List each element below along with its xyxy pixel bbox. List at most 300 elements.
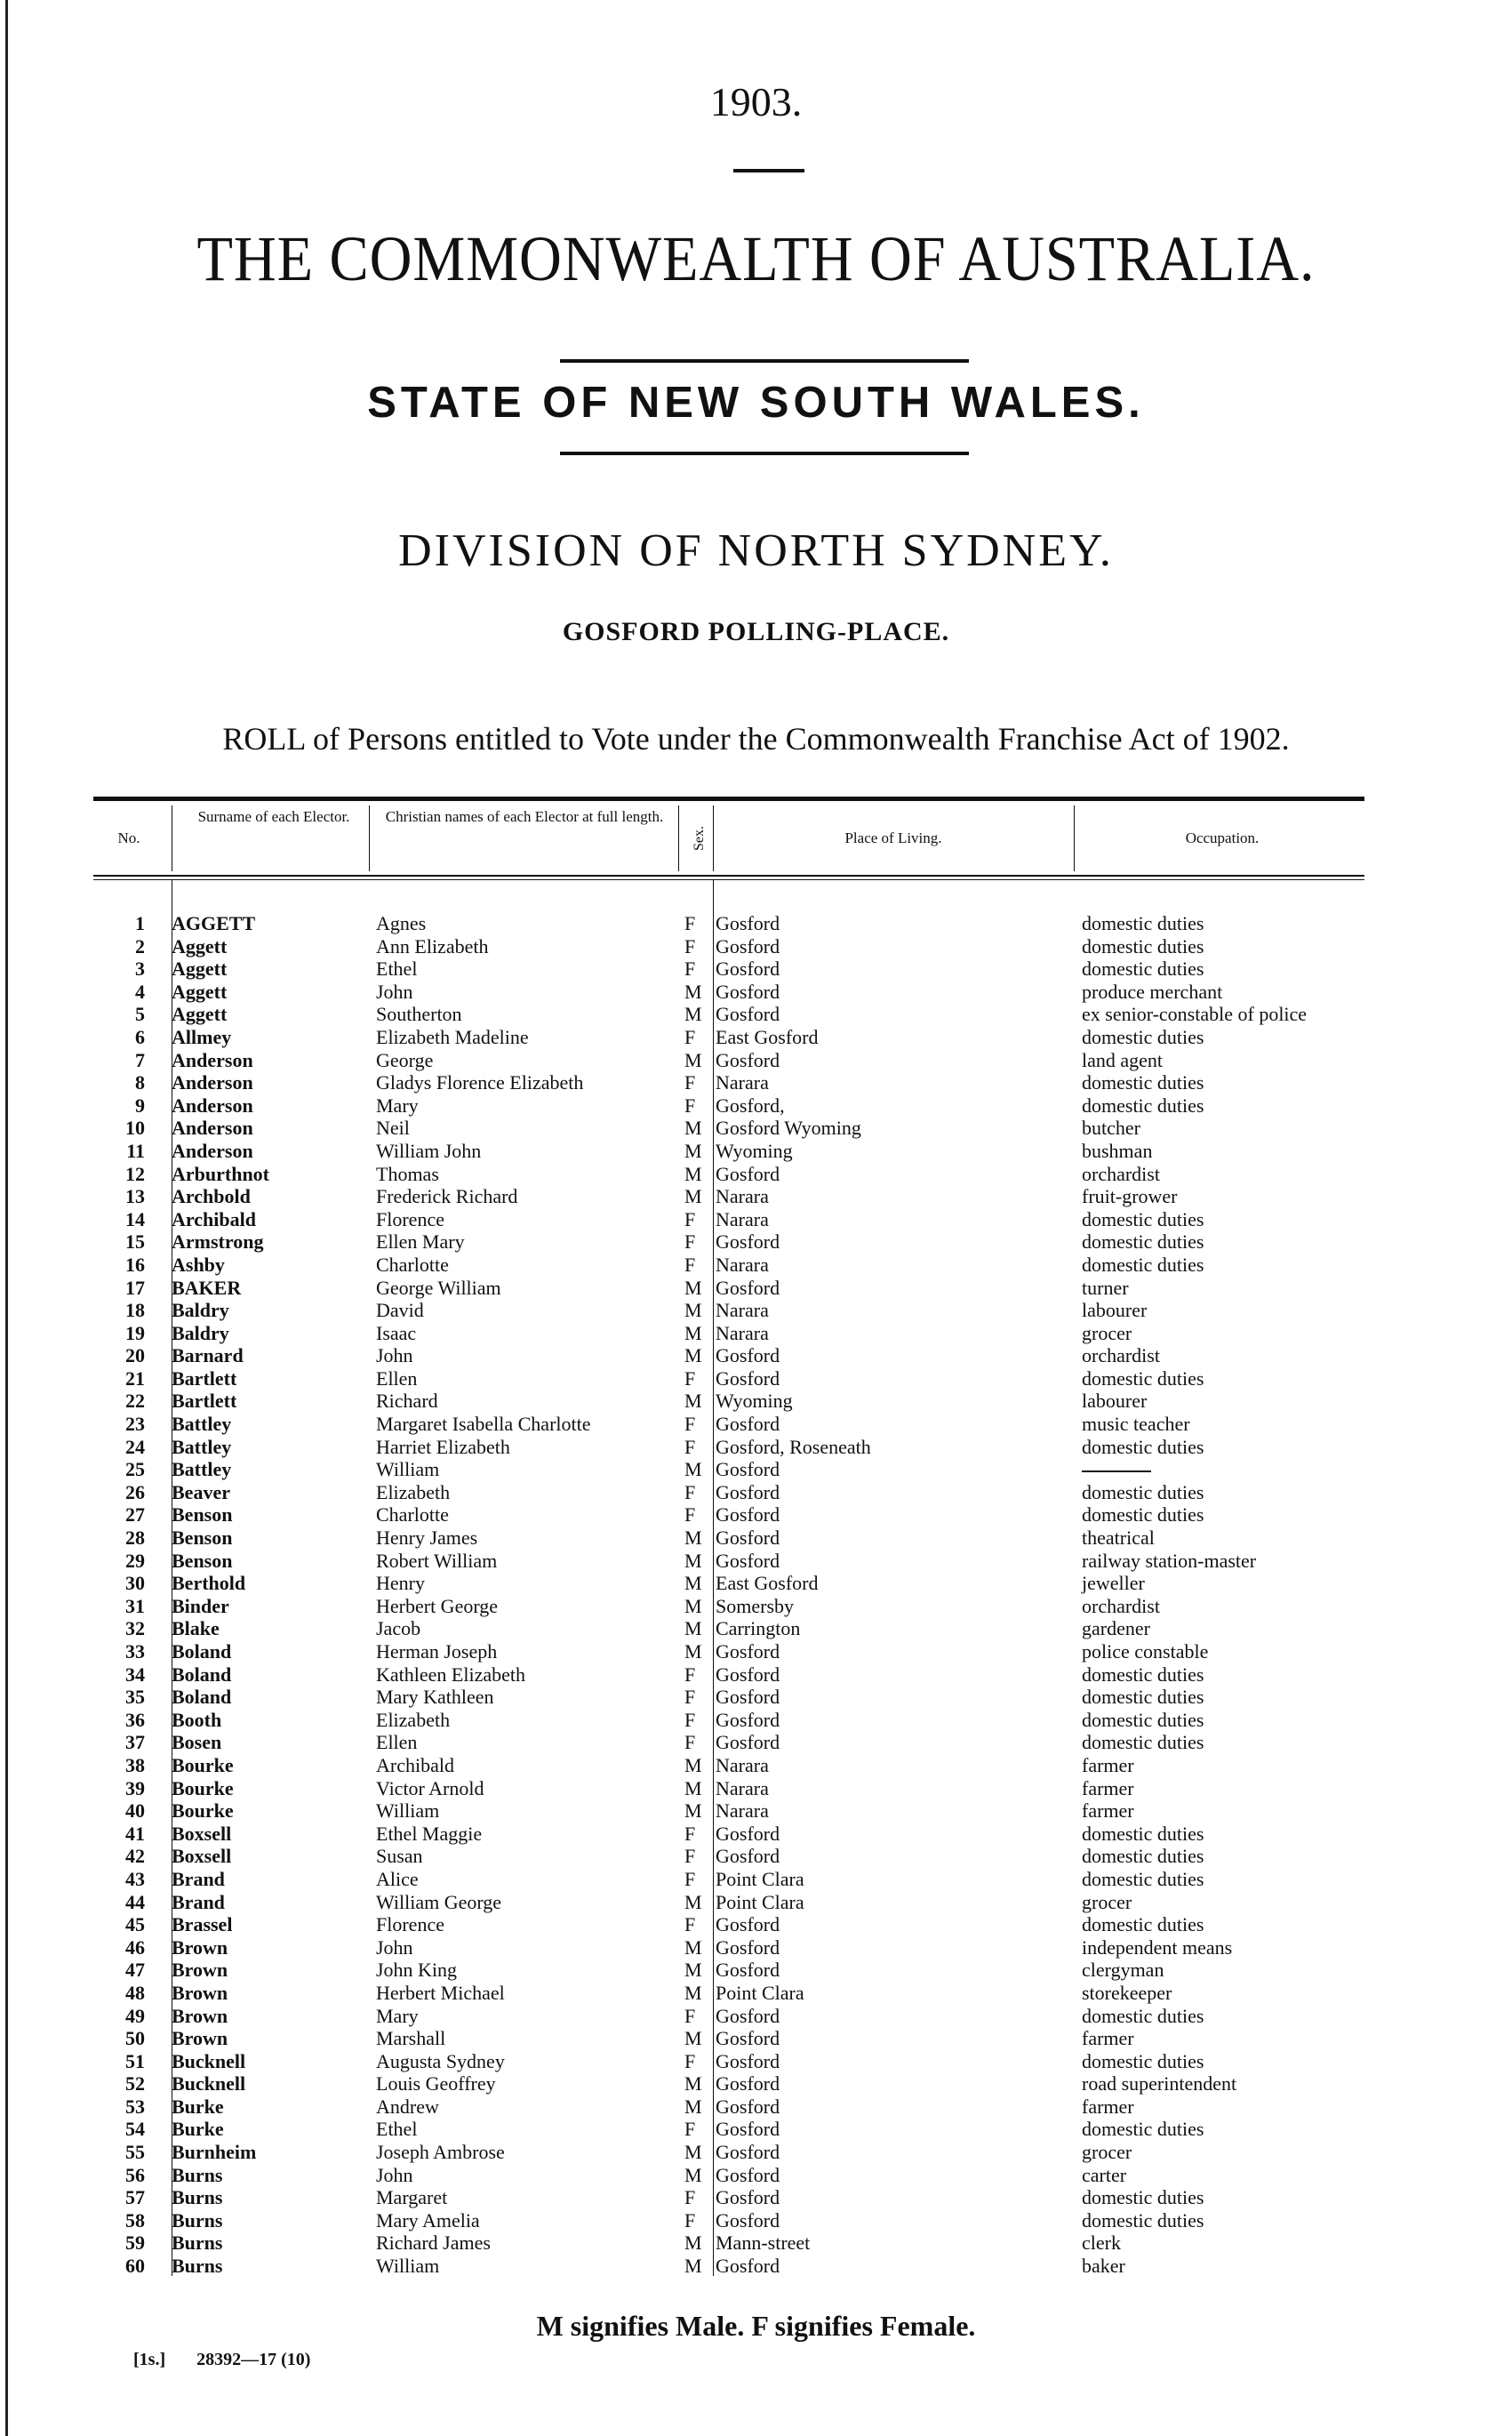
cell-place: Narara <box>716 1299 769 1322</box>
cell-sex: F <box>684 2118 696 2141</box>
cell-occupation: baker <box>1082 2255 1125 2278</box>
table-row <box>93 1277 1364 1300</box>
cell-occupation: grocer <box>1082 2141 1132 2164</box>
cell-sex: M <box>684 1799 702 1823</box>
cell-place: Gosford <box>716 1935 780 1959</box>
cell-place: Gosford <box>716 1458 780 1481</box>
cell-place: Narara <box>716 1185 769 1208</box>
cell-sex: F <box>684 1708 696 1731</box>
cell-no: 44 <box>125 1890 145 1913</box>
table-row <box>93 1777 1364 1800</box>
cell-sex: M <box>684 980 702 1003</box>
cell-no: 43 <box>125 1867 145 1890</box>
cell-no: 50 <box>125 2027 145 2050</box>
cell-christian: Herman Joseph <box>376 1640 498 1663</box>
cell-surname: Brassel <box>172 1913 233 1936</box>
cell-no: 36 <box>125 1708 145 1731</box>
table-row <box>93 2255 1364 2278</box>
cell-no: 35 <box>125 1686 145 1709</box>
header-sex: Sex. <box>692 826 707 851</box>
cell-no: 25 <box>125 1458 145 1481</box>
table-row <box>93 1367 1364 1390</box>
document-title: THE COMMONWEALTH OF AUSTRALIA. <box>196 223 1316 294</box>
cell-surname: Battley <box>172 1435 232 1458</box>
table-row <box>93 2141 1364 2164</box>
cell-christian: Margaret <box>376 2186 448 2209</box>
table-header-rule <box>93 879 1364 880</box>
cell-occupation: domestic duties <box>1082 1822 1204 1845</box>
table-row <box>93 1299 1364 1322</box>
table-row <box>93 1503 1364 1527</box>
cell-place: Mann-street <box>716 2232 811 2255</box>
cell-place: Gosford <box>716 1731 780 1754</box>
cell-christian: William <box>376 2255 440 2278</box>
cell-place: Gosford <box>716 934 780 958</box>
cell-christian: John <box>376 980 413 1003</box>
cell-surname: Anderson <box>172 1048 253 1071</box>
cell-no: 11 <box>126 1139 145 1162</box>
cell-surname: Burns <box>172 2163 223 2186</box>
cell-occupation: domestic duties <box>1082 1071 1204 1094</box>
cell-occupation: domestic duties <box>1082 1845 1204 1868</box>
table-row <box>93 2072 1364 2095</box>
cell-place: Gosford <box>716 958 780 981</box>
cell-christian: Ann Elizabeth <box>376 934 489 958</box>
cell-place: Gosford <box>716 2186 780 2209</box>
cell-place: Gosford <box>716 1276 780 1299</box>
cell-christian: Frederick Richard <box>376 1185 518 1208</box>
cell-no: 19 <box>125 1321 145 1344</box>
cell-occupation: independent means <box>1082 1935 1233 1959</box>
cell-occupation: domestic duties <box>1082 934 1204 958</box>
table-row <box>93 981 1364 1004</box>
cell-place: Gosford <box>716 2141 780 2164</box>
cell-place: Narara <box>716 1321 769 1344</box>
cell-no: 55 <box>125 2141 145 2164</box>
cell-place: Gosford <box>716 1686 780 1709</box>
cell-place: Gosford <box>716 1344 780 1367</box>
cell-sex: F <box>684 934 696 958</box>
cell-christian: Herbert George <box>376 1594 499 1617</box>
cell-place: Gosford <box>716 2163 780 2186</box>
sex-legend: M signifies Male. F signifies Female. <box>536 2310 976 2342</box>
cell-place: Narara <box>716 1799 769 1823</box>
cell-occupation: domestic duties <box>1082 1480 1204 1503</box>
cell-surname: Benson <box>172 1527 233 1550</box>
cell-christian: Herbert Michael <box>376 1981 505 2004</box>
cell-no: 59 <box>125 2232 145 2255</box>
cell-sex: M <box>684 1139 702 1162</box>
cell-surname: Archbold <box>172 1185 251 1208</box>
table-row <box>93 1003 1364 1026</box>
cell-no: 10 <box>125 1117 145 1140</box>
cell-occupation: domestic duties <box>1082 1663 1204 1686</box>
cell-surname: Brown <box>172 1959 228 1982</box>
cell-no: 37 <box>125 1731 145 1754</box>
cell-occupation: domestic duties <box>1082 1731 1204 1754</box>
cell-christian: Florence <box>376 1913 444 1936</box>
cell-christian: Charlotte <box>376 1503 449 1527</box>
cell-christian: Joseph Ambrose <box>376 2141 505 2164</box>
table-row <box>93 1709 1364 1732</box>
cell-place: Point Clara <box>716 1890 804 1913</box>
cell-occupation: farmer <box>1082 1753 1134 1776</box>
cell-christian: Ellen <box>376 1366 418 1390</box>
cell-surname: Bucknell <box>172 2049 246 2072</box>
cell-christian: Mary Amelia <box>376 2208 480 2232</box>
cell-no: 28 <box>125 1527 145 1550</box>
table-body <box>93 912 1364 2278</box>
cell-occupation: farmer <box>1082 2095 1134 2118</box>
cell-sex: F <box>684 1822 696 1845</box>
cell-sex: M <box>684 1162 702 1185</box>
cell-no: 20 <box>125 1344 145 1367</box>
cell-surname: BAKER <box>172 1276 242 1299</box>
cell-surname: AGGETT <box>172 912 256 934</box>
cell-christian: Archibald <box>376 1753 454 1776</box>
cell-sex: F <box>684 2186 696 2209</box>
cell-sex: F <box>684 1366 696 1390</box>
cell-sex: F <box>684 912 696 934</box>
cell-no: 39 <box>125 1776 145 1799</box>
cell-no: 33 <box>125 1640 145 1663</box>
table-row <box>93 1140 1364 1163</box>
cell-occupation: domestic duties <box>1082 2004 1204 2027</box>
cell-no: 16 <box>125 1253 145 1276</box>
cell-christian: Andrew <box>376 2095 439 2118</box>
cell-surname: Aggett <box>172 980 228 1003</box>
cell-surname: Aggett <box>172 1003 228 1026</box>
cell-no: 1 <box>135 912 145 934</box>
cell-surname: Ashby <box>172 1253 225 1276</box>
cell-surname: Arburthnot <box>172 1162 270 1185</box>
cell-surname: Beaver <box>172 1480 230 1503</box>
cell-surname: Baldry <box>172 1321 229 1344</box>
cell-place: Gosford <box>716 1640 780 1663</box>
cell-christian: Robert William <box>376 1549 498 1572</box>
cell-no: 4 <box>135 980 145 1003</box>
cell-christian: Margaret Isabella Charlotte <box>376 1413 591 1436</box>
cell-place: Narara <box>716 1207 769 1230</box>
cell-sex: M <box>684 1344 702 1367</box>
cell-occupation: jeweller <box>1082 1572 1145 1595</box>
header-occupation: Occupation. <box>1185 829 1260 846</box>
cell-occupation: farmer <box>1082 1776 1134 1799</box>
cell-sex: F <box>684 1230 696 1254</box>
cell-occupation: theatrical <box>1082 1527 1155 1550</box>
cell-place: Point Clara <box>716 1981 804 2004</box>
cell-no: 13 <box>125 1185 145 1208</box>
cell-occupation: clerk <box>1082 2232 1121 2255</box>
cell-christian: Ethel Maggie <box>376 1822 483 1845</box>
cell-no: 56 <box>125 2163 145 2186</box>
cell-place: Gosford <box>716 2208 780 2232</box>
cell-no: 58 <box>125 2208 145 2232</box>
table-row <box>93 2027 1364 2050</box>
cell-christian: Jacob <box>376 1617 421 1640</box>
cell-no: 12 <box>125 1162 145 1185</box>
cell-sex: F <box>684 1435 696 1458</box>
cell-no: 26 <box>125 1480 145 1503</box>
cell-surname: Baldry <box>172 1299 229 1322</box>
cell-christian: Kathleen Elizabeth <box>376 1663 525 1686</box>
table-row <box>93 1550 1364 1573</box>
cell-sex: M <box>684 1981 702 2004</box>
table-row <box>93 1254 1364 1277</box>
cell-place: Somersby <box>716 1594 794 1617</box>
table-row <box>93 1230 1364 1254</box>
cell-place: Gosford <box>716 980 780 1003</box>
cell-christian: John <box>376 2163 413 2186</box>
header-christian-names: Christian names of each Elector at full length. <box>385 808 664 825</box>
table-row <box>93 1117 1364 1140</box>
cell-sex: M <box>684 1753 702 1776</box>
table-row <box>93 1731 1364 1754</box>
header-place: Place of Living. <box>844 829 942 846</box>
cell-place: Wyoming <box>716 1139 793 1162</box>
cell-no: 24 <box>125 1435 145 1458</box>
cell-sex: F <box>684 1913 696 1936</box>
header-surname: Surname of each Elector. <box>197 808 350 825</box>
cell-occupation: turner <box>1082 1276 1129 1299</box>
cell-no: 21 <box>125 1366 145 1390</box>
cell-sex: M <box>684 1572 702 1595</box>
cell-occupation: fruit-grower <box>1082 1185 1178 1208</box>
cell-surname: Archibald <box>172 1207 256 1230</box>
table-row <box>93 1754 1364 1777</box>
cell-sex: M <box>684 1527 702 1550</box>
cell-occupation: bushman <box>1082 1139 1153 1162</box>
cell-sex: M <box>684 1458 702 1481</box>
cell-no: 40 <box>125 1799 145 1823</box>
cell-place: Gosford <box>716 2049 780 2072</box>
cell-surname: Bartlett <box>172 1366 237 1390</box>
cell-sex: F <box>684 1663 696 1686</box>
cell-occupation: domestic duties <box>1082 2186 1204 2209</box>
cell-occupation: grocer <box>1082 1321 1132 1344</box>
cell-sex: F <box>684 1867 696 1890</box>
state-heading: STATE OF NEW SOUTH WALES. <box>367 379 1145 427</box>
cell-christian: William <box>376 1799 440 1823</box>
table-row <box>93 1913 1364 1936</box>
cell-surname: Burke <box>172 2095 224 2118</box>
cell-place: Gosford <box>716 912 780 934</box>
cell-surname: Allmey <box>172 1025 232 1048</box>
table-row <box>93 1481 1364 1504</box>
cell-surname: Binder <box>172 1594 229 1617</box>
cell-surname: Aggett <box>172 934 228 958</box>
cell-christian: Mary <box>376 2004 419 2027</box>
cell-occupation: orchardist <box>1082 1344 1160 1367</box>
imprint-number: 28392—17 (10) <box>196 2350 311 2369</box>
cell-place: Gosford <box>716 1003 780 1026</box>
table-row <box>93 2095 1364 2119</box>
cell-occupation: railway station-master <box>1082 1549 1257 1572</box>
cell-sex: F <box>684 2049 696 2072</box>
cell-occupation <box>1082 1458 1151 1481</box>
table-row <box>93 1208 1364 1231</box>
cell-christian: Richard James <box>376 2232 491 2255</box>
cell-occupation: land agent <box>1082 1048 1164 1071</box>
cell-sex: M <box>684 1299 702 1322</box>
cell-surname: Bartlett <box>172 1390 237 1413</box>
cell-place: Narara <box>716 1776 769 1799</box>
cell-occupation: grocer <box>1082 1890 1132 1913</box>
cell-surname: Barnard <box>172 1344 244 1367</box>
cell-christian: John <box>376 1935 413 1959</box>
cell-place: Gosford <box>716 1366 780 1390</box>
cell-occupation: domestic duties <box>1082 1094 1204 1117</box>
cell-place: Gosford <box>716 1822 780 1845</box>
cell-place: Gosford <box>716 1480 780 1503</box>
cell-place: Gosford <box>716 1663 780 1686</box>
cell-christian: George William <box>376 1276 501 1299</box>
table-row <box>93 1185 1364 1208</box>
cell-sex: F <box>684 2004 696 2027</box>
table-row <box>93 1640 1364 1663</box>
cell-place: Gosford <box>716 1162 780 1185</box>
cell-sex: M <box>684 2095 702 2118</box>
cell-place: Narara <box>716 1753 769 1776</box>
cell-occupation: road superintendent <box>1082 2072 1237 2095</box>
cell-occupation: domestic duties <box>1082 1435 1204 1458</box>
cell-occupation: produce merchant <box>1082 980 1223 1003</box>
cell-place: Carrington <box>716 1617 801 1640</box>
division-heading: DIVISION OF NORTH SYDNEY. <box>398 525 1114 576</box>
cell-occupation: domestic duties <box>1082 1366 1204 1390</box>
cell-occupation: labourer <box>1082 1299 1148 1322</box>
cell-no: 7 <box>135 1048 145 1071</box>
cell-surname: Brand <box>172 1867 225 1890</box>
cell-no: 23 <box>125 1413 145 1436</box>
table-row <box>93 958 1364 981</box>
cell-surname: Boxsell <box>172 1822 232 1845</box>
cell-no: 34 <box>125 1663 145 1686</box>
table-row <box>93 1163 1364 1186</box>
cell-place: Gosford <box>716 1959 780 1982</box>
cell-no: 6 <box>135 1025 145 1048</box>
cell-sex: F <box>684 1503 696 1527</box>
cell-surname: Boland <box>172 1686 232 1709</box>
cell-christian: Richard <box>376 1390 438 1413</box>
cell-surname: Anderson <box>172 1117 253 1140</box>
cell-sex: M <box>684 1276 702 1299</box>
cell-sex: M <box>684 1935 702 1959</box>
cell-no: 17 <box>125 1276 145 1299</box>
cell-no: 57 <box>125 2186 145 2209</box>
cell-occupation: police constable <box>1082 1640 1209 1663</box>
cell-no: 41 <box>125 1822 145 1845</box>
cell-no: 8 <box>135 1071 145 1094</box>
table-row <box>93 1572 1364 1595</box>
cell-christian: Augusta Sydney <box>376 2049 505 2072</box>
cell-occupation: clergyman <box>1082 1959 1164 1982</box>
table-row <box>93 1868 1364 1891</box>
table-row <box>93 912 1364 935</box>
cell-place: Narara <box>716 1253 769 1276</box>
cell-occupation: domestic duties <box>1082 912 1204 934</box>
cell-sex: F <box>684 1845 696 1868</box>
table-row <box>93 1845 1364 1868</box>
table-row <box>93 1094 1364 1118</box>
cell-sex: F <box>684 1253 696 1276</box>
cell-surname: Brown <box>172 2004 228 2027</box>
cell-christian: Victor Arnold <box>376 1776 484 1799</box>
cell-christian: Ellen Mary <box>376 1230 465 1254</box>
cell-no: 53 <box>125 2095 145 2118</box>
cell-place: Gosford, <box>716 1094 785 1117</box>
header-no: No. <box>117 829 140 846</box>
cell-sex: M <box>684 1594 702 1617</box>
cell-surname: Anderson <box>172 1139 253 1162</box>
column-divider <box>1074 805 1075 871</box>
cell-christian: Louis Geoffrey <box>376 2072 496 2095</box>
cell-sex: F <box>684 1413 696 1436</box>
table-row <box>93 1936 1364 1959</box>
cell-surname: Booth <box>172 1708 222 1731</box>
cell-no: 52 <box>125 2072 145 2095</box>
table-row <box>93 2050 1364 2073</box>
cell-no: 30 <box>125 1572 145 1595</box>
divider-rule <box>560 359 969 363</box>
table-row <box>93 2186 1364 2209</box>
imprint-code: [1s.] <box>133 2350 166 2369</box>
cell-sex: M <box>684 1617 702 1640</box>
cell-place: Gosford <box>716 1845 780 1868</box>
cell-surname: Burns <box>172 2208 223 2232</box>
printer-imprint <box>133 2350 337 2370</box>
cell-sex: M <box>684 1117 702 1140</box>
cell-occupation: orchardist <box>1082 1594 1160 1617</box>
cell-christian: George <box>376 1048 434 1071</box>
year-heading: 1903. <box>709 79 803 124</box>
cell-sex: F <box>684 1025 696 1048</box>
cell-sex: F <box>684 1686 696 1709</box>
cell-place: Gosford <box>716 2118 780 2141</box>
cell-surname: Burns <box>172 2232 223 2255</box>
cell-surname: Bucknell <box>172 2072 246 2095</box>
table-row <box>93 2209 1364 2232</box>
table-row <box>93 1436 1364 1459</box>
cell-no: 46 <box>125 1935 145 1959</box>
cell-sex: F <box>684 2208 696 2232</box>
table-row <box>93 1322 1364 1345</box>
cell-occupation: domestic duties <box>1082 1253 1204 1276</box>
cell-sex: M <box>684 2232 702 2255</box>
cell-sex: M <box>684 1390 702 1413</box>
cell-no: 38 <box>125 1753 145 1776</box>
cell-no: 47 <box>125 1959 145 1982</box>
cell-sex: F <box>684 1071 696 1094</box>
cell-surname: Burnheim <box>172 2141 257 2164</box>
table-row <box>93 1891 1364 1914</box>
cell-christian: William George <box>376 1890 502 1913</box>
cell-no: 42 <box>125 1845 145 1868</box>
cell-place: Gosford <box>716 1503 780 1527</box>
cell-surname: Brand <box>172 1890 225 1913</box>
cell-occupation: farmer <box>1082 1799 1134 1823</box>
cell-no: 48 <box>125 1981 145 2004</box>
cell-no: 2 <box>135 934 145 958</box>
table-row <box>93 1686 1364 1709</box>
cell-sex: M <box>684 1003 702 1026</box>
divider-rule <box>733 169 804 172</box>
cell-place: Gosford <box>716 2004 780 2027</box>
table-row <box>93 935 1364 958</box>
cell-christian: Charlotte <box>376 1253 449 1276</box>
cell-surname: Blake <box>172 1617 220 1640</box>
cell-surname: Benson <box>172 1503 233 1527</box>
